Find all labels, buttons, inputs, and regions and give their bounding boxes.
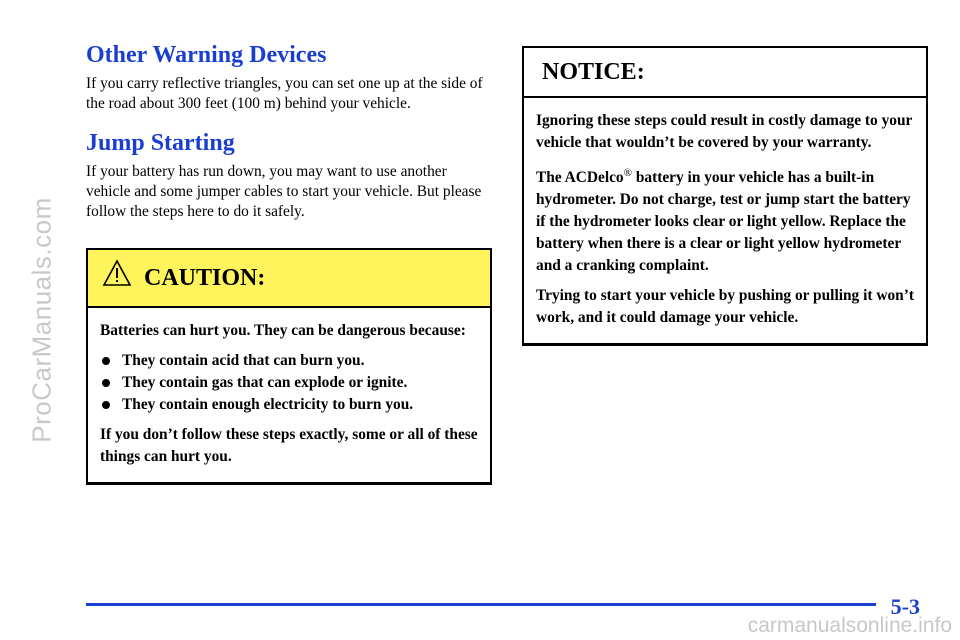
- footer-rule: [86, 603, 876, 606]
- side-watermark: [0, 0, 60, 640]
- caution-body: [88, 308, 490, 482]
- warning-triangle-icon: [102, 259, 132, 287]
- notice-header: [524, 48, 926, 98]
- caution-closing: If you don’t follow these steps exactly, some or all of these things can hurt you.: [100, 426, 478, 465]
- right-column: [522, 46, 928, 346]
- side-watermark-text: ProCarManuals.com: [26, 197, 57, 443]
- caution-bullet: They contain acid that can burn you.: [100, 350, 478, 372]
- notice-body: [524, 98, 926, 343]
- registered-mark: ®: [623, 167, 632, 179]
- other-warning-devices-text: If you carry reflective triangles, you can set one up at the side of the road about 300 feet (100 m) behind your vehicle.: [86, 75, 483, 112]
- heading-other-warning-devices: Other Warning Devices: [86, 42, 327, 68]
- heading-jump-starting: Jump Starting: [86, 130, 235, 156]
- notice-title: NOTICE:: [542, 58, 645, 85]
- notice-paragraph-1: Ignoring these steps could result in costly damage to your vehicle that wouldn’t be covered by your warranty.: [536, 112, 913, 151]
- caution-intro: Batteries can hurt you. They can be dangerous because:: [100, 322, 466, 339]
- notice-paragraph-2-text: battery in your vehicle has a built-in hydrometer. Do not charge, test or jump start the battery if the hydrometer looks clear or light yellow. Replace the battery when there is a clear or light yellow hydrometer and a cranking complaint.: [536, 169, 911, 275]
- caution-bullet: They contain gas that can explode or ignite.: [100, 372, 478, 394]
- notice-paragraph-3: Trying to start your vehicle by pushing or pulling it won’t work, and it could damage your vehicle.: [536, 287, 914, 327]
- caution-header: [88, 250, 490, 308]
- page-number: 5-3: [890, 594, 920, 619]
- caution-bullet-list: [100, 350, 478, 416]
- caution-title: CAUTION:: [144, 264, 266, 291]
- caution-box: [86, 248, 492, 485]
- notice-brand: The ACDelco: [536, 169, 624, 187]
- notice-paragraph-2: [536, 162, 914, 277]
- left-column: [86, 40, 492, 485]
- bottom-watermark: carmanualsonline.info: [747, 614, 952, 637]
- caution-bullet: They contain enough electricity to burn you.: [100, 394, 478, 416]
- notice-box: [522, 46, 928, 346]
- jump-starting-text: If your battery has run down, you may want to use another vehicle and some jumper cables to start your vehicle. But please follow the steps here to do it safely.: [86, 163, 482, 220]
